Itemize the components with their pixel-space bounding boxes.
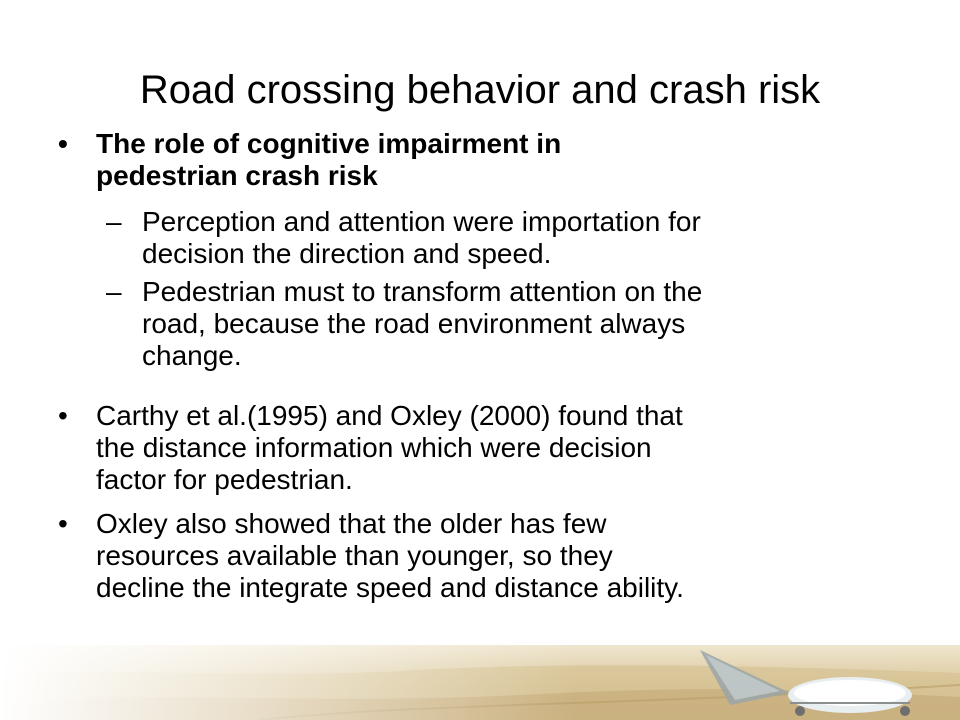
sub-bullet-marker: – bbox=[106, 206, 122, 237]
bullet-item-cognitive-impairment bbox=[58, 128, 918, 192]
bullet-line: Carthy et al.(1995) and Oxley (2000) found that bbox=[96, 400, 683, 431]
sub-bullet-perception bbox=[106, 206, 918, 270]
bullet-list bbox=[58, 128, 918, 604]
bullet-line: the distance information which were decision bbox=[96, 432, 652, 463]
bullet-line: resources available than younger, so they bbox=[96, 540, 613, 571]
bullet-marker: • bbox=[58, 400, 68, 431]
bullet-line: pedestrian crash risk bbox=[96, 160, 378, 191]
sub-bullet-marker: – bbox=[106, 276, 122, 307]
sub-bullet-line: Pedestrian must to transform attention on the bbox=[142, 276, 703, 307]
sub-bullet-pedestrian-attention bbox=[106, 276, 918, 372]
bullet-marker: • bbox=[58, 128, 68, 159]
bullet-line: Oxley also showed that the older has few bbox=[96, 508, 607, 539]
sub-bullet-line: decision the direction and speed. bbox=[142, 238, 552, 269]
bullet-item-oxley-older bbox=[58, 508, 918, 604]
bullet-item-carthy-oxley bbox=[58, 400, 918, 496]
desert-background-image bbox=[0, 645, 960, 720]
bullet-marker: • bbox=[58, 508, 68, 539]
sub-bullet-line: change. bbox=[142, 340, 242, 371]
sub-bullet-line: road, because the road environment always bbox=[142, 308, 686, 339]
bullet-line: decline the integrate speed and distance ability. bbox=[96, 572, 684, 603]
bullet-line: The role of cognitive impairment in bbox=[96, 128, 562, 159]
sub-bullet-line: Perception and attention were importation for bbox=[142, 206, 701, 237]
bullet-line: factor for pedestrian. bbox=[96, 464, 353, 495]
slide-title: Road crossing behavior and crash risk bbox=[139, 68, 821, 112]
